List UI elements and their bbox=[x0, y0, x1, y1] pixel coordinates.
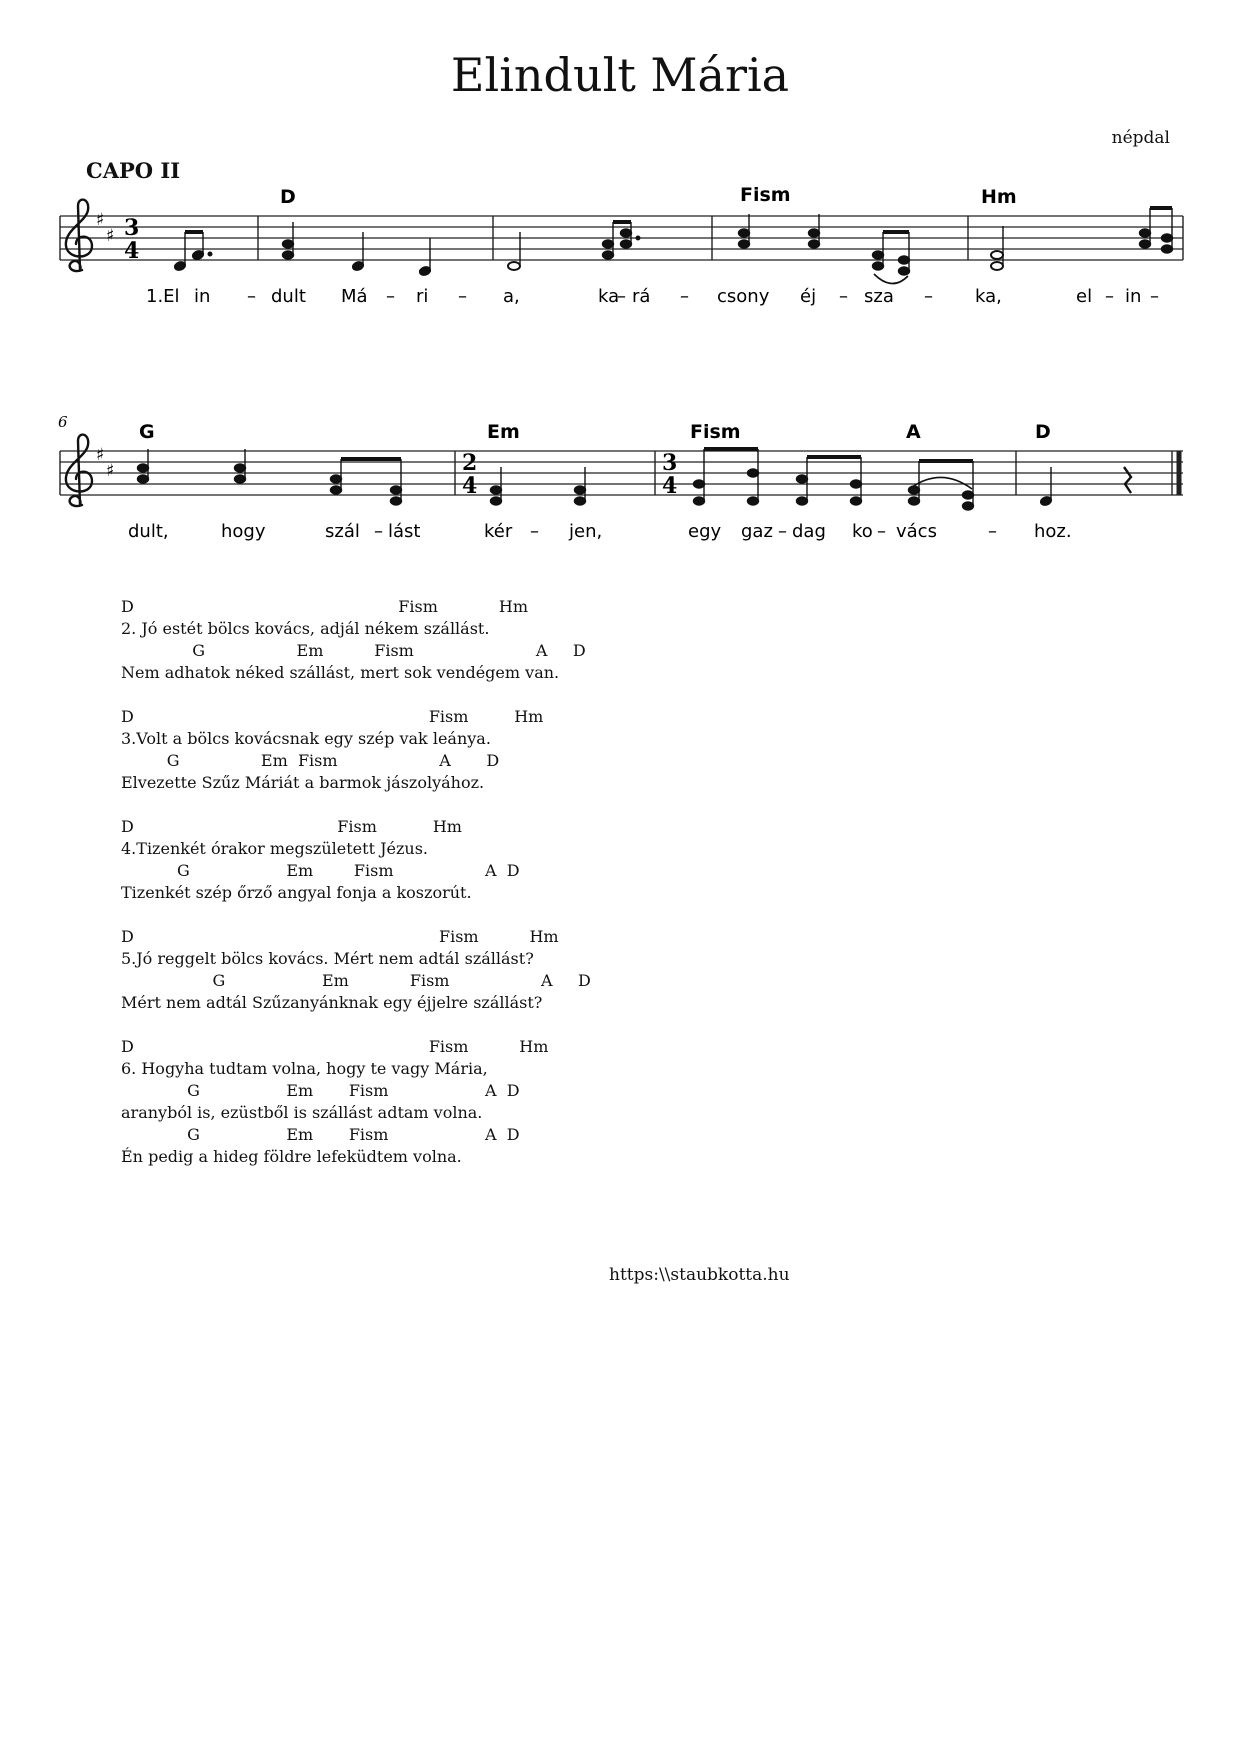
chord-symbol: Hm bbox=[981, 186, 1017, 208]
chord-line: G Em Fism A D bbox=[121, 971, 591, 990]
lyric-line: 6. Hogyha tudtam volna, hogy te vagy Mária, bbox=[121, 1059, 488, 1078]
chord-line: D Fism Hm bbox=[121, 817, 462, 836]
lyric-hyphen: – bbox=[680, 286, 689, 307]
lyric-line: 3.Volt a bölcs kovácsnak egy szép vak leánya. bbox=[121, 729, 491, 748]
lyric-hyphen: – bbox=[778, 521, 787, 542]
lyric-syllable: ka, bbox=[975, 286, 1002, 307]
time-sig-bottom: 4 bbox=[662, 473, 678, 499]
lyric-syllable: el bbox=[1076, 286, 1093, 307]
lyric-hyphen: – bbox=[1150, 286, 1159, 307]
lyric-hyphen: – bbox=[247, 286, 256, 307]
sharp-f-icon: ♯ bbox=[96, 210, 105, 230]
lyric-syllable: rá bbox=[632, 286, 651, 307]
lyric-line: 2. Jó estét bölcs kovács, adjál nékem szállást. bbox=[121, 619, 490, 638]
lyric-hyphen: – bbox=[839, 286, 848, 307]
notes-measure-8 bbox=[694, 449, 974, 510]
composer-label: népdal bbox=[1111, 128, 1170, 148]
chord-symbol: D bbox=[1035, 421, 1051, 443]
lyric-hyphen: – bbox=[617, 286, 626, 307]
lyric-line: aranyból is, ezüstből is szállást adtam volna. bbox=[121, 1103, 483, 1122]
lyric-syllable: a, bbox=[503, 286, 520, 307]
chord-line: G Em Fism A D bbox=[121, 1081, 520, 1100]
verse-3 bbox=[121, 706, 591, 794]
capo-label: CAPO II bbox=[86, 158, 181, 183]
lyric-syllable: sza bbox=[864, 286, 894, 307]
chord-symbol: A bbox=[906, 421, 921, 443]
lyric-syllable: hogy bbox=[221, 521, 266, 542]
song-title: Elindult Mária bbox=[450, 48, 790, 102]
lyric-syllable: dag bbox=[792, 521, 826, 542]
lyric-syllable: vács bbox=[896, 521, 937, 542]
lyric-line: Én pedig a hideg földre lefeküdtem volna. bbox=[121, 1147, 462, 1166]
lyric-line: Tizenkét szép őrző angyal fonja a koszorút. bbox=[121, 883, 472, 902]
lyric-hyphen: – bbox=[374, 521, 383, 542]
lyric-syllable: egy bbox=[688, 521, 722, 542]
sharp-f-icon: ♯ bbox=[96, 445, 105, 465]
lyric-hyphen: – bbox=[458, 286, 467, 307]
lyric-syllable: Má bbox=[341, 286, 368, 307]
chord-line: D Fism Hm bbox=[121, 1037, 549, 1056]
staff-lines bbox=[60, 451, 1183, 495]
lyric-syllable: ko bbox=[852, 521, 873, 542]
lyrics-line-1 bbox=[146, 286, 1159, 307]
lyric-hyphen: – bbox=[530, 521, 539, 542]
notes-measure-3 bbox=[508, 222, 640, 270]
lyric-line: 5.Jó reggelt bölcs kovács. Mért nem adtál szállást? bbox=[121, 949, 534, 968]
lyric-hyphen: – bbox=[988, 521, 997, 542]
chord-line: D Fism Hm bbox=[121, 927, 559, 946]
time-sig-top: 3 bbox=[662, 450, 678, 476]
source-url[interactable]: https:\\staubkotta.hu bbox=[609, 1265, 790, 1285]
chord-line: G Em Fism A D bbox=[121, 1125, 520, 1144]
chord-line: D Fism Hm bbox=[121, 707, 544, 726]
staff-system-2 bbox=[0, 405, 1240, 555]
chord-symbol: G bbox=[139, 421, 155, 443]
lyric-syllable: lást bbox=[388, 521, 421, 542]
verse-4 bbox=[121, 816, 591, 904]
lyric-syllable: ka bbox=[598, 286, 620, 307]
staff-system-1 bbox=[0, 170, 1240, 320]
chord-symbol: Em bbox=[487, 421, 520, 443]
quarter-rest-icon bbox=[1124, 467, 1131, 493]
chord-line: G Em Fism A D bbox=[121, 751, 500, 770]
verse-2 bbox=[121, 596, 591, 684]
lyric-syllable: csony bbox=[717, 286, 770, 307]
sharp-c-icon: ♯ bbox=[106, 226, 115, 246]
time-sig-top: 2 bbox=[462, 450, 478, 476]
lyric-line: 4.Tizenkét órakor megszületett Jézus. bbox=[121, 839, 428, 858]
lyric-syllable: kér bbox=[484, 521, 513, 542]
time-sig-bottom: 4 bbox=[462, 473, 478, 499]
chord-line: G Em Fism A D bbox=[121, 641, 586, 660]
lyric-syllable: in bbox=[194, 286, 211, 307]
lyric-hyphen: – bbox=[924, 286, 933, 307]
time-sig-bottom: 4 bbox=[124, 238, 140, 264]
lyric-line: Nem adhatok néked szállást, mert sok vendégem van. bbox=[121, 663, 560, 682]
lyric-syllable: 1.El bbox=[146, 286, 180, 307]
lyric-hyphen: – bbox=[877, 521, 886, 542]
chord-symbol: Fism bbox=[740, 184, 791, 206]
lyric-syllable: éj bbox=[800, 286, 817, 307]
time-sig-top: 3 bbox=[124, 215, 140, 241]
sharp-c-icon: ♯ bbox=[106, 461, 115, 481]
lyric-syllable: in bbox=[1125, 286, 1142, 307]
verse-5 bbox=[121, 926, 591, 1014]
lyric-syllable: dult, bbox=[128, 521, 169, 542]
lyric-syllable: ri bbox=[416, 286, 429, 307]
lyric-syllable: jen, bbox=[569, 521, 603, 542]
verses-block bbox=[121, 596, 591, 1168]
lyric-syllable: dult bbox=[271, 286, 306, 307]
lyrics-line-2 bbox=[128, 521, 1072, 542]
verse-6 bbox=[121, 1036, 591, 1168]
lyric-syllable: gaz bbox=[741, 521, 773, 542]
chord-line: D Fism Hm bbox=[121, 597, 529, 616]
lyric-hyphen: – bbox=[386, 286, 395, 307]
lyric-syllable: hoz. bbox=[1034, 521, 1072, 542]
lyric-line: Elvezette Szűz Máriát a barmok jászolyához. bbox=[121, 773, 485, 792]
lyric-syllable: szál bbox=[325, 521, 360, 542]
chord-line: G Em Fism A D bbox=[121, 861, 520, 880]
lyric-line: Mért nem adtál Szűzanyánknak egy éjjelre szállást? bbox=[121, 993, 543, 1012]
lyric-hyphen: – bbox=[1105, 286, 1114, 307]
chord-symbol: D bbox=[280, 186, 296, 208]
chord-symbol: Fism bbox=[690, 421, 741, 443]
notes-measure-6 bbox=[138, 449, 402, 505]
notes-measure-5 bbox=[991, 208, 1173, 270]
measure-number: 6 bbox=[58, 413, 68, 431]
